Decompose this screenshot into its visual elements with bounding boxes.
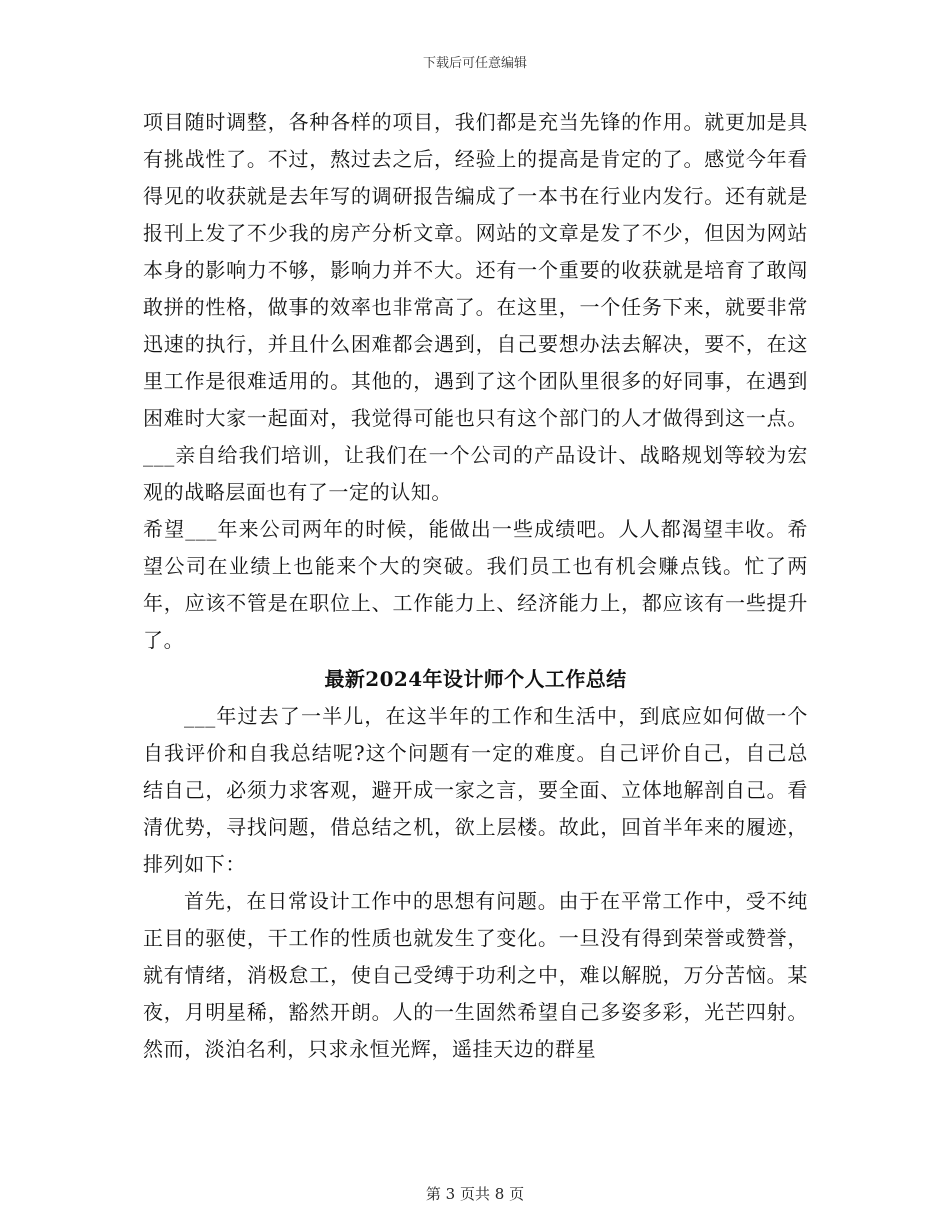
body-paragraph: 项目随时调整，各种各样的项目，我们都是充当先锋的作用。就更加是具有挑战性了。不过，熬过去之后，经验上的提高是肯定的了。感觉今年看得见的收获就是去年写的调研报告编成了一本书在行业内发行。还有就是报刊上发了不少我的房产分析文章。网站的文章是发了不少，但因为网站本身的影响力不够，影响力并不大。还有一个重要的收获就是培育了敢闯敢拼的性格，做事的效率也非常高了。在这里，一个任务下来，就要非常迅速的执行，并且什么困难都会遇到，自己要想办法去解决，要不，在这里工作是很难适用的。其他的，遇到了这个团队里很多的好同事，在遇到困难时大家一起面对，我觉得可能也只有这个部门的人才做得到这一点。___亲自给我们培训，让我们在一个公司的产品设计、战略规划等较为宏观的战略层面也有了一定的认知。 — [143, 110, 808, 504]
page-header: 下载后可任意编辑 — [422, 56, 527, 71]
section-title: 最新2024年设计师个人工作总结 — [324, 667, 627, 691]
page-footer: 第 3 页共 8 页 — [425, 1185, 525, 1203]
body-paragraph: 首先，在日常设计工作中的思想有问题。由于在平常工作中，受不纯正目的驱使，干工作的性质也就发生了变化。一旦没有得到荣誉或赞誉，就有情绪，消极怠工，使自己受缚于功利之中，难以解脱，万分苦恼。某夜，月明星稀，豁然开朗。人的一生固然希望自己多姿多彩，光芒四射。然而，淡泊名利，只求永恒光辉，遥挂天边的群星 — [143, 889, 808, 1061]
document-body — [143, 104, 808, 1068]
body-paragraph: ___年过去了一半儿，在这半年的工作和生活中，到底应如何做一个自我评价和自我总结呢?这个问题有一定的难度。自己评价自己，自己总结自己，必须力求客观，避开成一家之言，要全面、立体地解剖自己。看清优势，寻找问题，借总结之机，欲上层楼。故此，回首半年来的履迹，排列如下： — [143, 704, 808, 876]
body-paragraph: 希望___年来公司两年的时候，能做出一些成绩吧。人人都渴望丰收。希望公司在业绩上也能来个大的突破。我们员工也有机会赚点钱。忙了两年，应该不管是在职位上、工作能力上、经济能力上，都应该有一些提升了。 — [143, 517, 808, 652]
